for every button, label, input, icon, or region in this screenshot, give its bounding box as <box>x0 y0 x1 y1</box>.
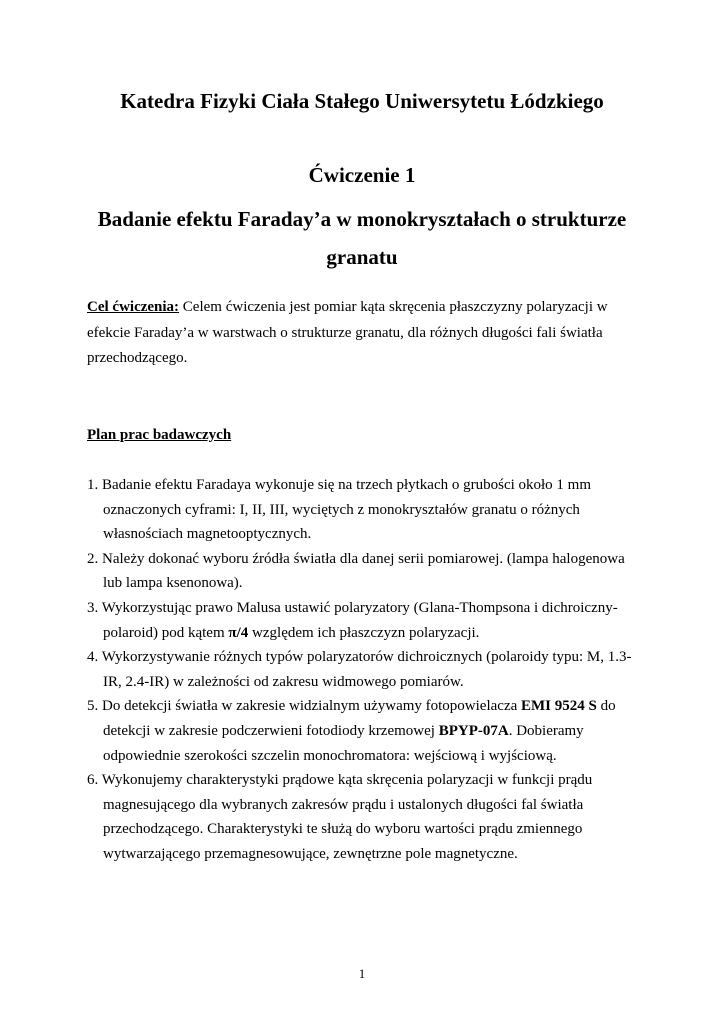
plan-item-text: 3. Wykorzystując prawo Malusa ustawić polaryzatory (Glana-Thompsona i dichroiczny-polaroid) pod kątem <box>87 599 618 641</box>
goal-text: Celem ćwiczenia jest pomiar kąta skręcenia płaszczyzny polaryzacji w efekcie Faraday’a w warstwach o strukturze granatu, dla różnych długości fali światła przechodzącego. <box>87 299 608 366</box>
plan-item-bold: π/4 <box>228 624 249 641</box>
plan-item-text: . Dobieramy odpowiednie szerokości szczelin monochromatora: wejściową i wyjściową. <box>103 722 584 764</box>
plan-item <box>87 768 643 866</box>
plan-item-text: względem ich płaszczyzn polaryzacji. <box>248 624 480 641</box>
goal-label: Cel ćwiczenia: <box>87 299 180 315</box>
plan-item <box>87 645 643 694</box>
plan-list <box>87 473 643 867</box>
plan-item <box>87 547 643 596</box>
plan-item <box>87 694 643 768</box>
exercise-title: Badanie efektu Faraday’a w monokryształach o strukturze granatu <box>97 207 627 269</box>
department-title: Katedra Fizyki Ciała Stałego Uniwersytetu Łódzkiego <box>120 89 604 113</box>
plan-item-text: 5. Do detekcji światła w zakresie widzialnym używamy fotopowielacza <box>87 698 522 715</box>
page-number: 1 <box>358 966 366 981</box>
plan-item-bold: EMI 9524 S <box>521 698 597 715</box>
plan-item <box>87 473 643 547</box>
plan-item-text: 6. Wykonujemy charakterystyki prądowe kąta skręcenia polaryzacji w funkcji prądu magnesującego dla wybranych zakresów prądu i ustalonych długości fal światła przechodzącego. Charakterystyki te służą do wyboru wartości prądu zmiennego wytwarzającego przemagnesowujące, zewnętrzne pole magnetyczne. <box>87 772 593 862</box>
plan-item-text: do detekcji w zakresie podczerwieni fotodiody krzemowej <box>103 698 616 739</box>
plan-item-bold: BPYP-07A <box>438 722 509 739</box>
goal-paragraph <box>87 295 647 372</box>
exercise-number: Ćwiczenie 1 <box>308 163 416 187</box>
plan-item <box>87 596 643 645</box>
plan-item-text: 4. Wykorzystywanie różnych typów polaryzatorów dichroicznych (polaroidy typu: M, 1.3-IR, 2.4-IR) w zależności od zakresu widmowego pomiarów. <box>87 649 632 690</box>
plan-item-text: 2. Należy dokonać wyboru źródła światła dla danej serii pomiarowej. (lampa halogenowa lub lampa ksenonowa). <box>87 550 625 592</box>
plan-item-text: 1. Badanie efektu Faradaya wykonuje się na trzech płytkach o grubości około 1 mm oznaczonych cyframi: I, II, III, wyciętych z monokryształów granatu o różnych własnościach magnetooptycznych. <box>87 477 592 543</box>
plan-heading: Plan prac badawczych <box>87 427 232 443</box>
